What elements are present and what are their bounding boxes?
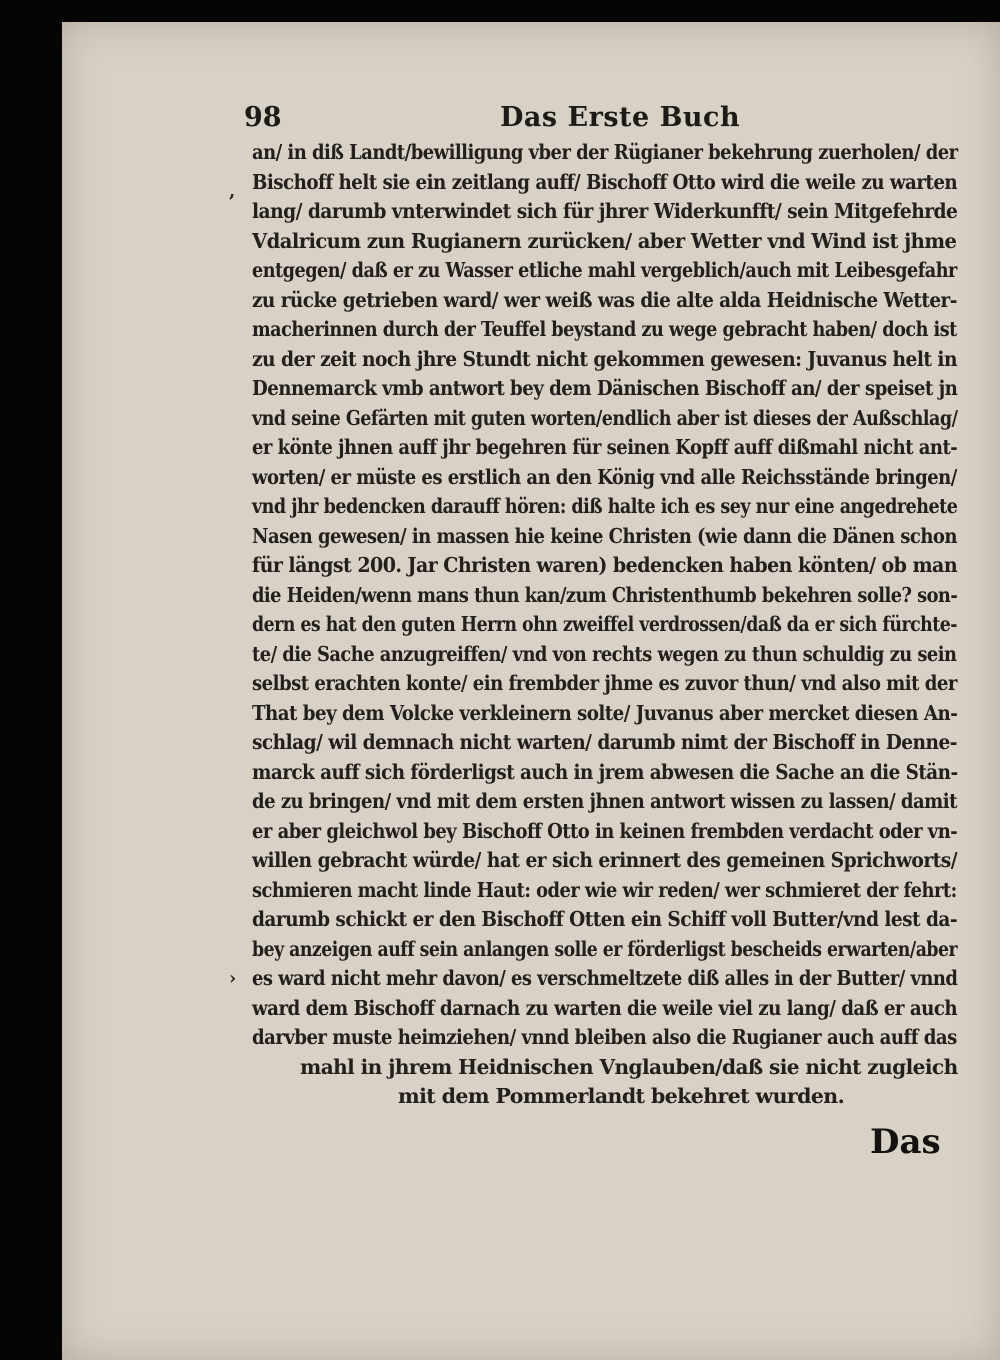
text-line: Bischoff helt sie ein zeitlang auff/ Bischoff Otto wird die weile zu warten (252, 170, 958, 194)
text-line: worten/ er müste es erstlich an den König vnd alle Reichsstände bringen/ (252, 465, 957, 489)
text-line: zu rücke getrieben ward/ wer weiß was die alte alda Heidnische Wetter- (252, 288, 957, 312)
margin-mark: › (229, 968, 237, 989)
text-line: marck auff sich förderligst auch in jrem abwesen die Sache an die Stän- (252, 760, 958, 784)
text-line: darumb schickt er den Bischoff Otten ein Schiff voll Butter/vnd lest da- (252, 907, 958, 931)
text-line: ward dem Bischoff darnach zu warten die weile viel zu lang/ daß er auch (252, 996, 958, 1020)
text-line: de zu bringen/ vnd mit dem ersten jhnen antwort wissen zu lassen/ damit (252, 789, 957, 813)
text-line: Nasen gewesen/ in massen hie keine Christen (wie dann die Dänen schon (252, 524, 957, 548)
text-line: zu der zeit noch jhre Stundt nicht gekommen gewesen: Juvanus helt in (252, 347, 957, 371)
margin-mark: , (229, 181, 236, 202)
text-line: vnd jhr bedencken darauff hören: diß halte ich es sey nur eine angedrehete (252, 494, 958, 518)
text-line: Vdalricum zun Rugianern zurücken/ aber Wetter vnd Wind ist jhme (252, 229, 957, 253)
text-line: er aber gleichwol bey Bischoff Otto in keinen frembden verdacht oder vn- (252, 819, 958, 843)
running-title: Das Erste Buch (500, 102, 741, 133)
text-line: bey anzeigen auff sein anlangen solle er förderligst bescheids erwarten/aber (252, 937, 958, 961)
text-line: darvber muste heimziehen/ vnnd bleiben also die Rugianer auch auff das (252, 1025, 957, 1049)
text-line: er könte jhnen auff jhr begehren für seinen Kopff auff dißmahl nicht ant- (252, 435, 958, 459)
catchword: Das (870, 1122, 941, 1162)
text-line: es ward nicht mehr davon/ es verschmeltzete diß alles in der Butter/ vnnd (252, 966, 958, 990)
text-line: schmieren macht linde Haut: oder wie wir reden/ wer schmieret der fehrt: (252, 878, 957, 902)
text-line: macherinnen durch der Teuffel beystand zu wege gebracht haben/ doch ist (252, 317, 957, 341)
text-line: te/ die Sache anzugreiffen/ vnd von rechts wegen zu thun schuldig zu sein (252, 642, 957, 666)
text-line: schlag/ wil demnach nicht warten/ darumb nimt der Bischoff in Denne- (252, 730, 957, 754)
text-line: lang/ darumb vnterwindet sich für jhrer Widerkunfft/ sein Mitgefehrde (252, 199, 958, 223)
text-line: vnd seine Gefärten mit guten worten/endlich aber ist dieses der Außschlag/ (252, 406, 958, 430)
text-line: That bey dem Volcke verkleinern solte/ Juvanus aber mercket diesen An- (252, 701, 958, 725)
text-line: selbst erachten konte/ ein frembder jhme es zuvor thun/ vnd also mit der (252, 671, 957, 695)
text-line: an/ in diß Landt/bewilligung vber der Rügianer bekehrung zuerholen/ der (252, 140, 958, 164)
text-line: Dennemarck vmb antwort bey dem Dänischen Bischoff an/ der speiset jn (252, 376, 958, 400)
text-line: entgegen/ daß er zu Wasser etliche mahl vergeblich/auch mit Leibesgefahr (252, 258, 957, 282)
text-line: mahl in jhrem Heidnischen Vnglauben/daß sie nicht zugleich (300, 1055, 958, 1079)
text-line: dern es hat den guten Herrn ohn zweiffel verdrossen/daß da er sich fürchte- (252, 612, 957, 636)
text-line: die Heiden/wenn mans thun kan/zum Christenthumb bekehren solle? son- (252, 583, 958, 607)
text-line: für längst 200. Jar Christen waren) bedencken haben könten/ ob man (252, 553, 958, 577)
text-line: willen gebracht würde/ hat er sich erinnert des gemeinen Sprichworts/ (252, 848, 958, 872)
text-line: mit dem Pommerlandt bekehret wurden. (398, 1084, 845, 1108)
page-number: 98 (244, 102, 282, 133)
